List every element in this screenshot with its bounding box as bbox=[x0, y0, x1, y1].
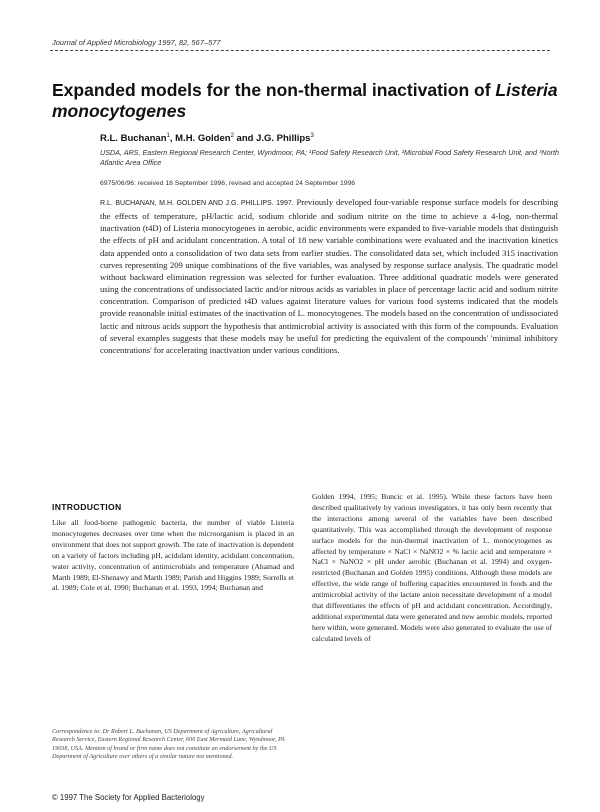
journal-citation: Journal of Applied Microbiology 1997, 82, 567–577 bbox=[52, 38, 221, 47]
received-dates: 6975/06/96: received 18 September 1996, revised and accepted 24 September 1996 bbox=[100, 180, 356, 187]
abstract-text: Previously developed four-variable response surface models for describing the effects of temperature, pH/lactic acid, sodium chloride and sodium nitrite on the time to achieve a 4-log, non-thermal inactivation (t4D) of Listeria monocytogenes in aerobic, acidic environments were expanded to five-variable models that distinguish the effects of pH and acidulant concentration. A total of 18 new variable combinations were evaluated and the inactivation kinetics data appended onto a consolidation of two data sets from earlier studies. The consolidated data set, which included 315 inactivation curves representing 209 unique combinations of the five variables, was analysed by response surface analysis. The quadratic model without backward elimination regression was selected for further evaluation. Three additional quadratic models were generated using the concentrations of undissociated lactic and/or nitrous acids as variables in place of percentage lactic acid and sodium nitrite concentration. Comparison of predicted t4D values against literature values for various food systems indicated that the models provide reasonable initial estimates of the inactivation of L. monocytogenes. The models based on the concentration of undissociated lactic and nitrous acids support the hypothesis that antimicrobial activity is associated with this form of the compounds. Evaluation of several examples suggests that these models may be useful for predicting the equivalent of the compounds' 'minimal inhibitory concentrations' for accelerating inactivation under various conditions. bbox=[100, 197, 558, 355]
title-species: Listeria monocytogenes bbox=[52, 80, 558, 121]
section-heading-introduction: INTRODUCTION bbox=[52, 502, 122, 512]
author-name: R.L. Buchanan bbox=[100, 133, 167, 145]
author-affil-mark: 1 bbox=[166, 133, 170, 139]
title-main: Expanded models for the non-thermal inactivation of bbox=[52, 80, 496, 100]
header-rule bbox=[50, 50, 550, 52]
article-title bbox=[52, 80, 562, 122]
author-separator: , bbox=[169, 133, 176, 145]
author-name: M.H. Golden bbox=[175, 133, 231, 145]
author-list bbox=[100, 133, 314, 144]
introduction-right-column: Golden 1994, 1995; Buncic et al. 1995). While these factors have been described qualitatively by various investigators, it has only been recently that the interactions among several of the variables have been described quantitatively. This was accomplished through the development of response surface models for the non-thermal inactivation of L. monocytogenes as affected by temperature × NaCl × NaNO2 × % lactic acid and temperature × NaCl × NaNO2 × pH under aerobic (Buchanan et al. 1994) and oxygen-restricted (Buchanan and Golden 1995) conditions. Although these models are effective, the wide range of buffering capacities encountered in foods and the antimicrobial activity of the lactate anion necessitate development of a model that differentiates the effects of pH and acidulant concentration. Accordingly, additional experimental data were generated and new aerobic models, reported here within, were generated. Models were also generated to evaluate the use of calculated levels of bbox=[312, 492, 552, 643]
author-affil-mark: 3 bbox=[310, 133, 314, 139]
author-separator: and bbox=[233, 133, 257, 145]
correspondence-note: Correspondence to: Dr Robert L. Buchanan, US Department of Agriculture, Agricultural Research Service, Eastern Regional Research Center, 600 East Mermaid Lane, Wyndmoor, PA 19038, USA. Mention of brand or firm name does not constitute an endorsement by the US Department of Agriculture over others of a similar nature not mentioned. bbox=[52, 728, 285, 761]
abstract bbox=[100, 196, 558, 356]
author-name: J.G. Phillips bbox=[256, 133, 311, 145]
introduction-left-column: Like all food-borne pathogenic bacteria, the number of viable Listeria monocytogenes decreases over time when the microorganism is placed in an environment that does not support growth. The rate of inactivation is dependent on a variety of factors including pH, acidulant identity, acidulant concentration, water activity, concentration of antimicrobials and temperature (Ahamad and Marth 1989; El-Shenawy and Marth 1989; Parish and Higgins 1989; Sorrells et al. 1989; Cole et al. 1990; Buchanan et al. 1993, 1994; Buchanan and bbox=[52, 518, 294, 593]
affiliations: USDA, ARS, Eastern Regional Research Center, Wyndmoor, PA; ¹Food Safety Research Unit, ²Microbial Food Safety Research Unit, and ³North Atlantic Area Office bbox=[100, 148, 559, 167]
abstract-authors: R.L. BUCHANAN, M.H. GOLDEN AND J.G. PHILLIPS. 1997. bbox=[100, 200, 294, 207]
copyright-footer: © 1997 The Society for Applied Bacteriology bbox=[52, 793, 205, 802]
author-affil-mark: 2 bbox=[230, 133, 234, 139]
